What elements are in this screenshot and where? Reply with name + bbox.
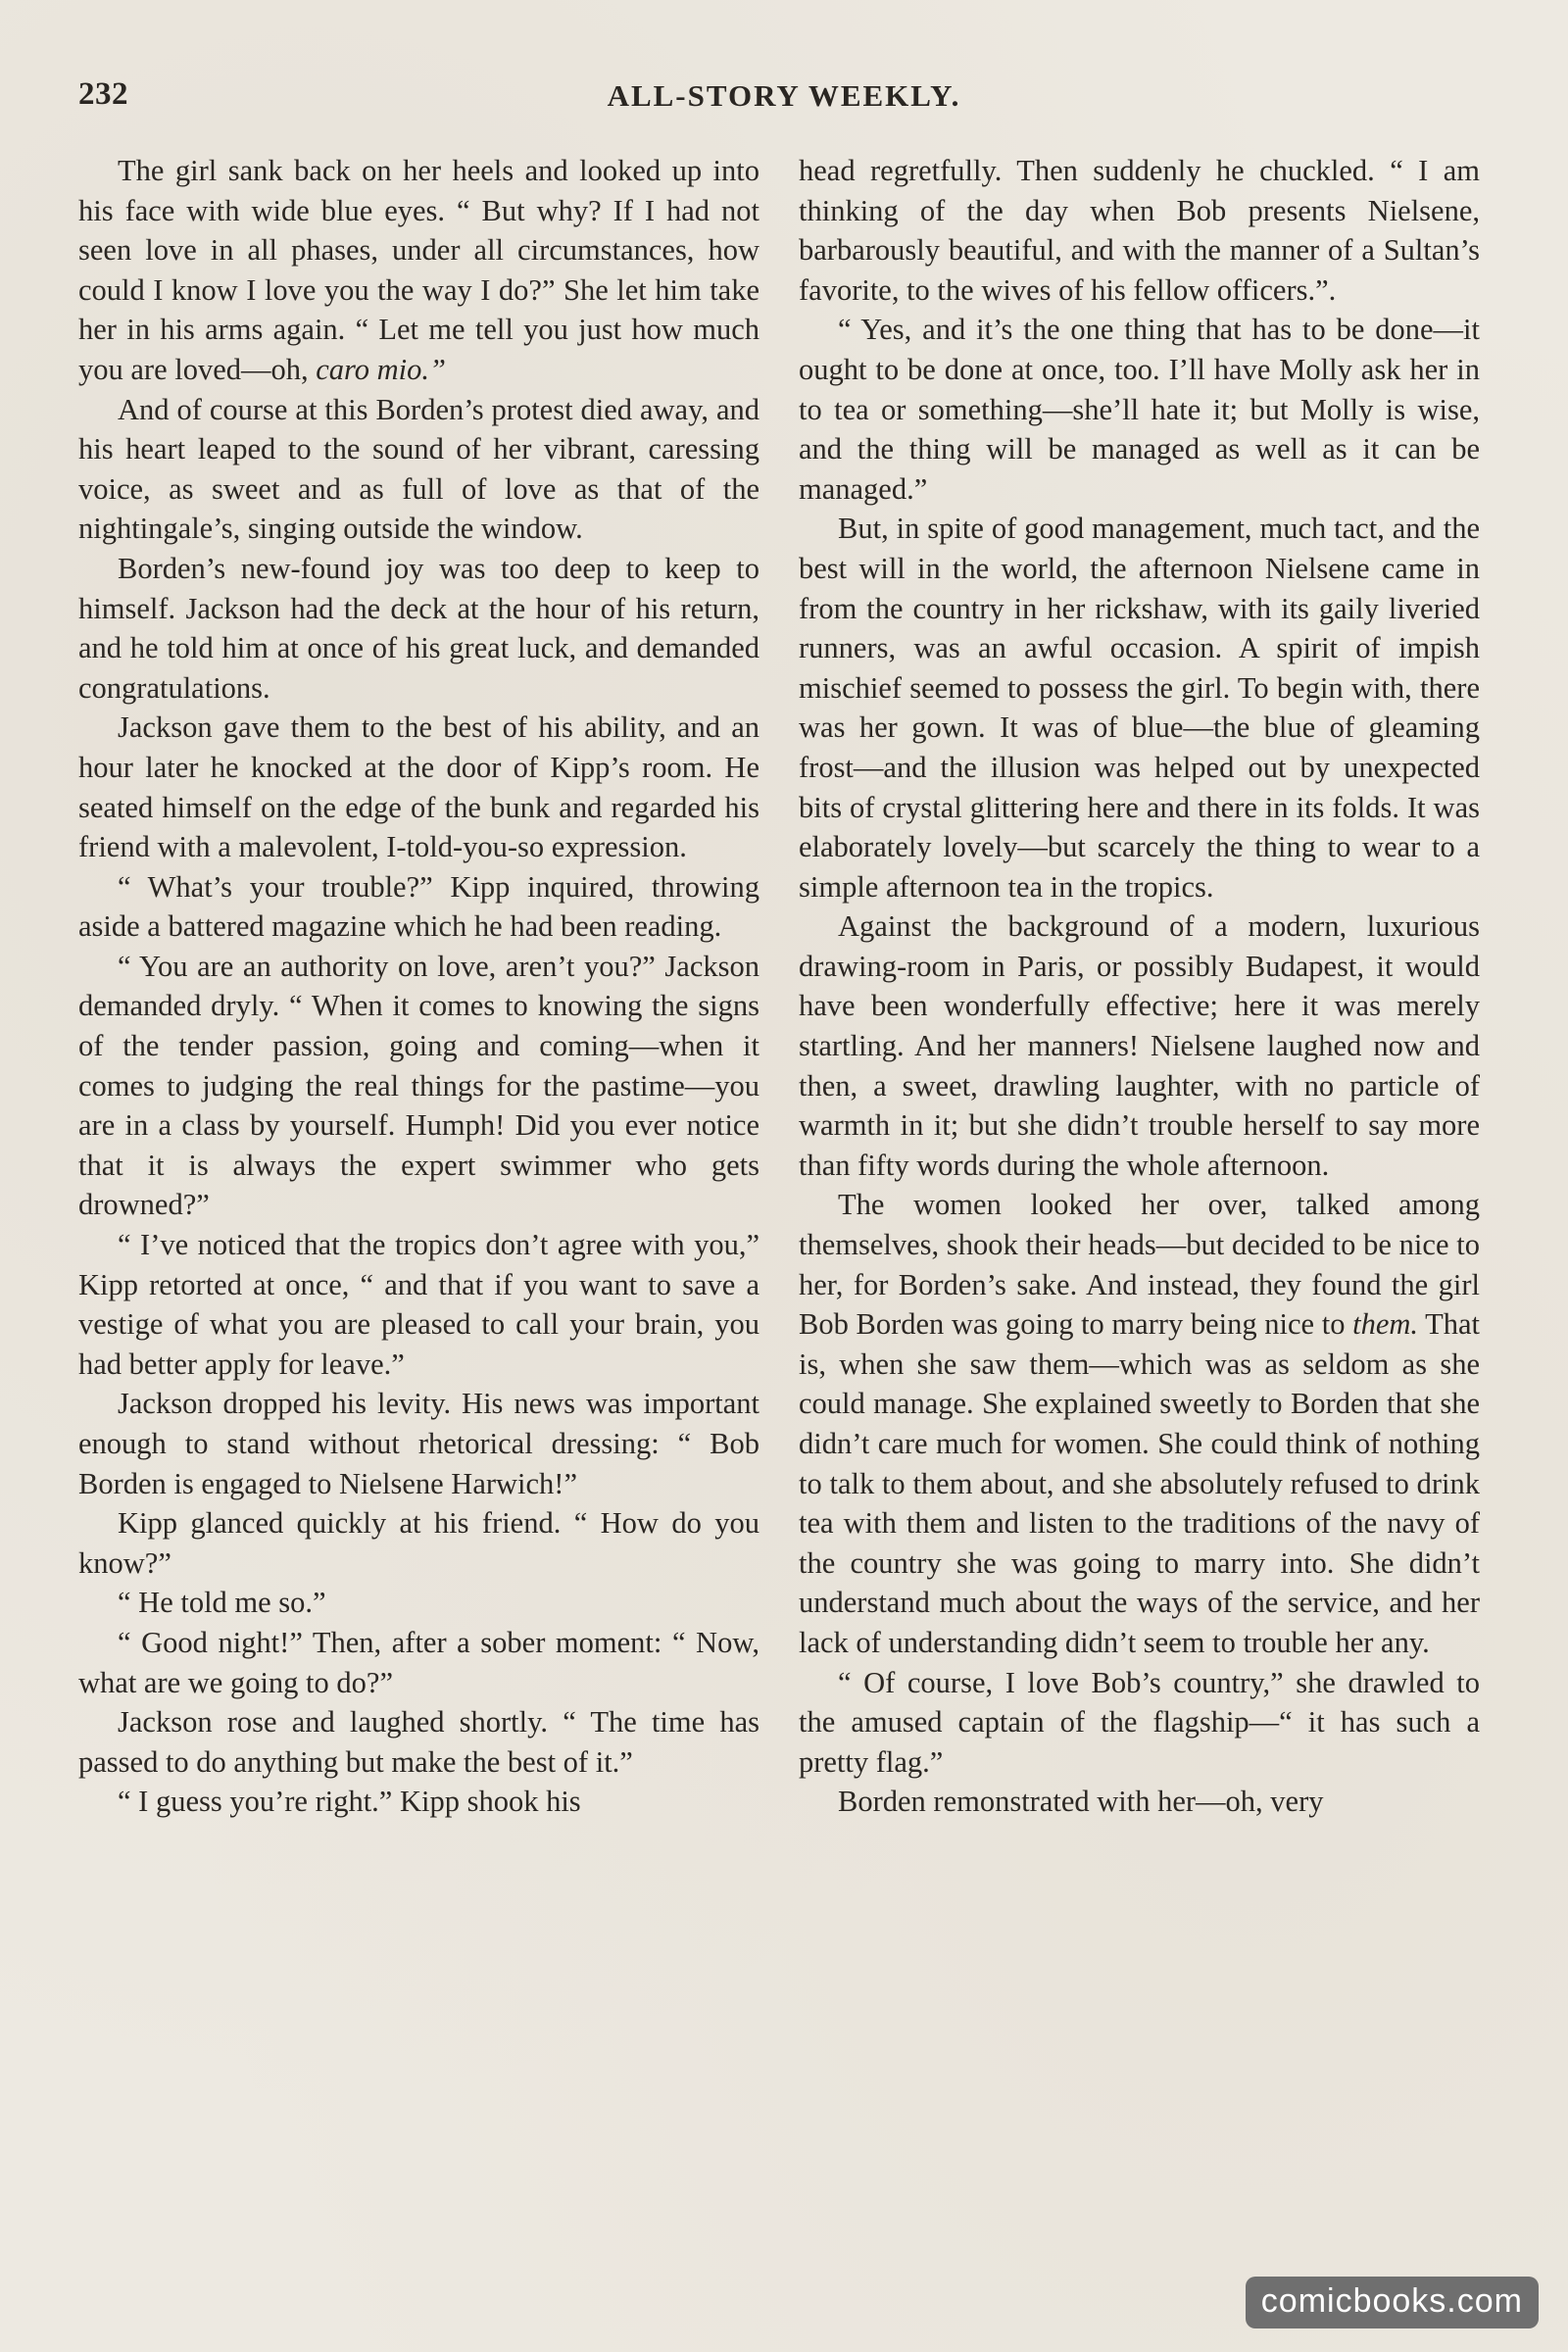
- paragraph: Jackson gave them to the best of his ability, and an hour later he knocked at the door of Kipp’s room. He seated himself on the edge of the bunk and regarded his friend with a malevolent, I-told-you-so expression.: [78, 710, 760, 864]
- left-column: [78, 151, 760, 1822]
- page-number: 232: [78, 76, 128, 112]
- paragraph: Borden’s new-found joy was too deep to keep to himself. Jackson had the deck at the hour of his return, and he told him at once of his great luck, and demanded congratulations.: [78, 551, 760, 705]
- paragraph: The girl sank back on her heels and looked up into his face with wide blue eyes. “ But why? If I had not seen love in all phases, under all circumstances, how could I know I love you the way I do?” She let him take her in his arms again. “ Let me tell you just how much you are loved—oh, caro mio.”: [78, 154, 760, 386]
- italic-word: them.: [1352, 1307, 1419, 1342]
- paragraph: “ I’ve noticed that the tropics don’t agree with you,” Kipp retorted at once, “ and that if you want to save a vestige of what you are pleased to call your brain, you had better apply for leave.”: [78, 1228, 760, 1381]
- paragraph: Against the background of a modern, luxurious drawing-room in Paris, or possibly Budapest, it would have been wonderfully effective; here it was merely startling. And her manners! Nielsene laughed now and then, a sweet, drawling laughter, with no particle of warmth in it; but she didn’t trouble herself to say more than fifty words during the whole afternoon.: [799, 909, 1480, 1182]
- paragraph-continued: head regretfully. Then suddenly he chuckled. “ I am thinking of the day when Bob presents Nielsene, barbarously beautiful, and with the manner of a Sultan’s favorite, to the wives of his fellow officers.”.: [799, 154, 1480, 307]
- paragraph: But, in spite of good management, much tact, and the best will in the world, the afternoon Nielsene came in from the country in her rickshaw, with its gaily liveried runners, was an awful occasion. A spirit of impish mischief seemed to possess the girl. To begin with, there was her gown. It was of blue—the blue of gleaming frost—and the illusion was helped out by unexpected bits of crystal glittering here and there in its folds. It was elaborately lovely—but scarcely the thing to wear to a simple afternoon tea in the tropics.: [799, 512, 1480, 904]
- paragraph: And of course at this Borden’s protest died away, and his heart leaped to the sound of her vibrant, caressing voice, as sweet and as full of love as that of the nightingale’s, singing outside the window.: [78, 392, 760, 546]
- paragraph: Kipp glanced quickly at his friend. “ How do you know?”: [78, 1506, 760, 1580]
- paragraph: Borden remonstrated with her—oh, very: [838, 1785, 1324, 1819]
- paragraph: “ Good night!” Then, after a sober moment: “ Now, what are we going to do?”: [78, 1625, 760, 1699]
- italic-phrase: caro mio.”: [316, 352, 446, 386]
- paragraph: “ Yes, and it’s the one thing that has to be done—it ought to be done at once, too. I’ll have Molly ask her in to tea or something—she’ll hate it; but Molly is wise, and the thing will be managed as well as it can be managed.”: [799, 313, 1480, 506]
- paragraph: The women looked her over, talked among themselves, shook their heads—but decided to be nice to her, for Borden’s sake. And instead, they found the girl Bob Borden was going to marry being nice to them. That is, when she saw them—which was as seldom as she could manage. She explained sweetly to Borden that she didn’t care much for women. She could think of nothing to talk to them about, and she absolutely refused to drink tea with them and listen to the traditions of the navy of the country she was going to marry into. She didn’t understand much about the ways of the service, and her lack of understanding didn’t seem to trouble her any.: [799, 1188, 1481, 1659]
- paragraph: Jackson dropped his levity. His news was important enough to stand without rhetorical dressing: “ Bob Borden is engaged to Nielsene Harwich!”: [78, 1387, 760, 1500]
- site-watermark: comicbooks.com: [1246, 2277, 1539, 2328]
- paragraph: “ I guess you’re right.” Kipp shook his: [118, 1785, 581, 1819]
- right-column: [799, 151, 1480, 1822]
- paragraph: “ Of course, I love Bob’s country,” she drawled to the amused captain of the flagship—“ it has such a pretty flag.”: [799, 1665, 1480, 1779]
- paragraph: “ What’s your trouble?” Kipp inquired, throwing aside a battered magazine which he had been reading.: [78, 869, 760, 944]
- paragraph: “ You are an authority on love, aren’t you?” Jackson demanded dryly. “ When it comes to knowing the signs of the tender passion, going and coming—when it comes to judging the real things for the pastime—you are in a class by yourself. Humph! Did you ever notice that it is always the expert swimmer who gets drowned?”: [78, 949, 760, 1222]
- paragraph: “ He told me so.”: [118, 1586, 326, 1620]
- paragraph: Jackson rose and laughed shortly. “ The time has passed to do anything but make the best of it.”: [78, 1705, 760, 1779]
- running-head: ALL-STORY WEEKLY.: [607, 78, 961, 113]
